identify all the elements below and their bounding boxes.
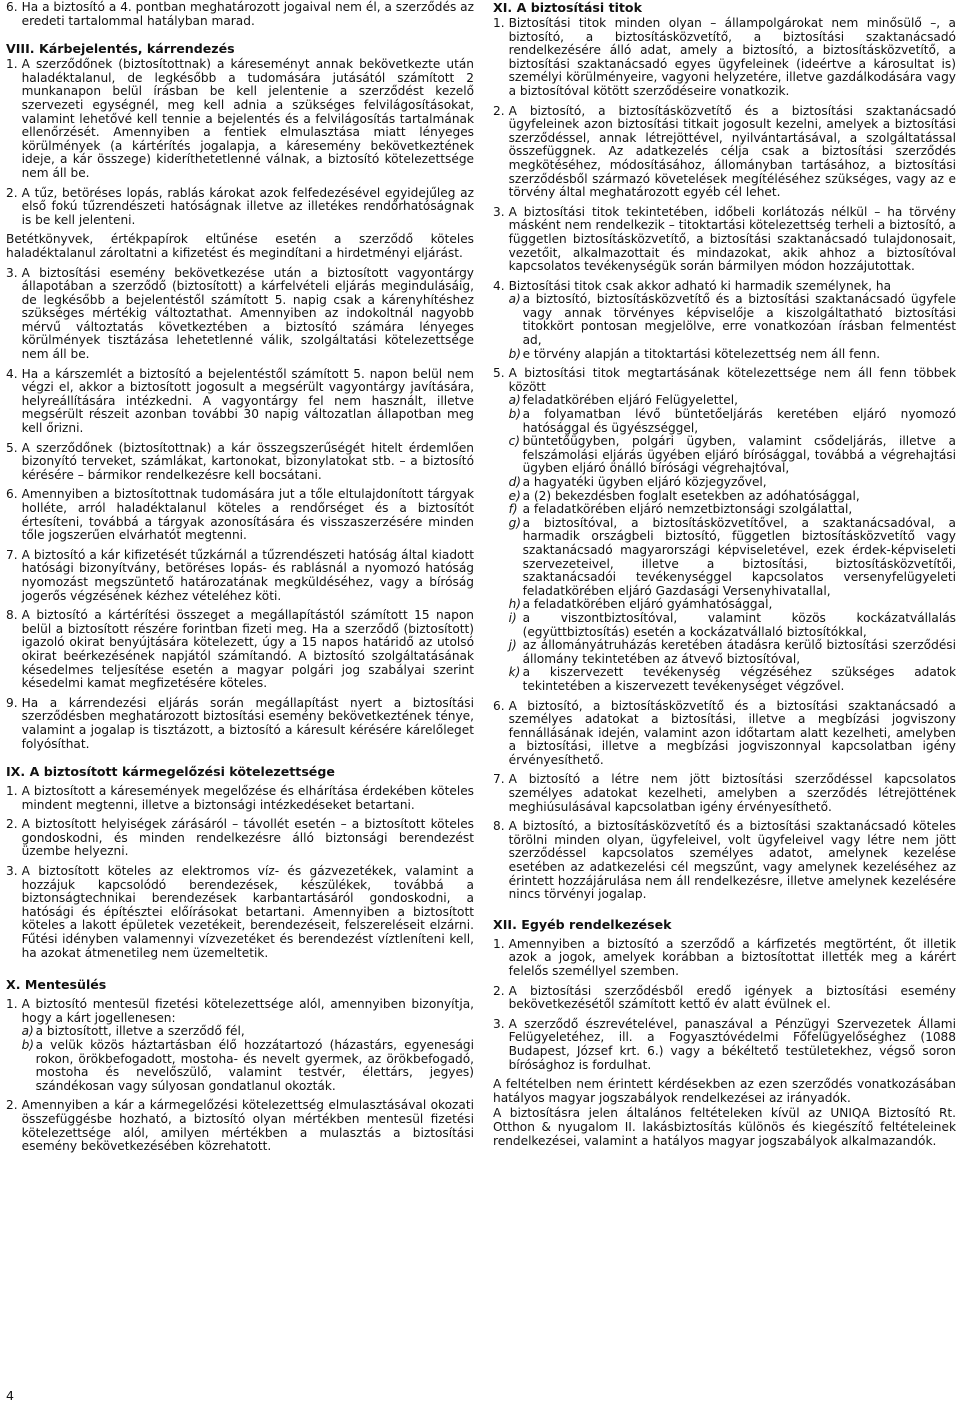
item-number: 3. — [6, 864, 18, 879]
item-text: A biztosító mentesül fizetési kötelezettsége alól, amennyiben bizonyítja, hogy a kárt jogellenesen: — [21, 997, 474, 1025]
item-number: 2. — [6, 185, 18, 200]
subitem-text: a hagyatéki ügyben eljáró közjegyzővel, — [522, 475, 767, 489]
item-number: 4. — [493, 278, 505, 293]
sec12-item-1 — [493, 938, 956, 979]
sec11-item-1 — [493, 17, 956, 99]
subitem-text: büntetőügyben, polgári ügyben, valamint csődeljárás, illetve a felszámolási eljárás ügyében eljáró bírósággal, továbbá a végrehajtási ügyben eljáró önálló bírósági végrehajtóval, — [522, 434, 956, 476]
subitem-b — [509, 348, 956, 362]
item-number: 2. — [493, 983, 505, 998]
item-text: A biztosító, a biztosításközvetítő és a biztosítási szaktanácsadó ügyfeleinek azon biztosítási titkait jogosult kezelni, amelyek a biztosítási szerződéssel, annak létrejöttével, nyilvántartásával, a szolgáltatással összefüggnek. Az adatkezelés célja csak a biztosítási szerződés megkötéséhez, módosításához, állományban tartásához, a biztosítási szerződésből származó követelések megítéléséhez szükséges, vagy az e törvény által meghatározott egyéb cél lehet. — [508, 103, 956, 200]
subitem-j — [509, 639, 956, 666]
item-text: Biztosítási titok csak akkor adható ki harmadik személynek, ha — [508, 278, 892, 293]
item-text: Ha a biztosító a 4. pontban meghatározott jogaival nem él, a szerződés az eredeti tartalommal hatályban marad. — [21, 0, 474, 28]
item-text: A biztosítási titok tekintetében, időbeli korlátozás nélkül – ha törvény másként nem rendelkezik – titoktartási kötelezettség terheli a biztosító, a független biztosításközvetítő, a biztosítási szaktanácsadó tulajdonosait, vezetőit, alkalmazottait és mindazokat, akik ahhoz a biztosítóval kapcsolatos tevékenységük során bármilyen módon hozzájutottak. — [508, 204, 956, 274]
sec8-item-9 — [6, 697, 474, 751]
section-heading-viii: VIII. Kárbejelentés, kárrendezés — [6, 41, 235, 57]
sec10-item-1 — [6, 998, 474, 1093]
subitem-text: a biztosító, biztosításközvetítő és a biztosítási szaktanácsadó ügyfele vagy annak törvényes képviselője a kiszolgáltatható biztosítási titokkört pontosan megjelölve, erre vonatkozóan írásban felmentést ad, — [522, 292, 956, 348]
subitem-letter: j) — [508, 638, 517, 653]
item-number: 2. — [6, 817, 18, 832]
subitem-c — [509, 435, 956, 476]
subitem-a — [22, 1025, 474, 1039]
subitem-letter: b) — [21, 1038, 35, 1052]
item-number: 6. — [6, 0, 18, 14]
item-number: 7. — [6, 547, 18, 562]
item-text: A biztosítási titok megtartásának kötelezettsége nem áll fenn többek között — [508, 366, 956, 394]
subitem-letter: a) — [21, 1024, 34, 1039]
item-number: 8. — [6, 608, 18, 623]
item-text: A biztosító, a biztosításközvetítő és a biztosítási szaktanácsadó köteles törölni minden olyan, ügyfeleivel, volt ügyfeleivel vagy létre nem jött szerződéssel kapcsolatos személyes adatot, amelynek kezelése esetében az adatkezelési cél megszűnt, vagy amelynek kezeléséhez az érintett hozzájárulása nem áll rendelkezésre, illetve amelynek kezelésére nincs törvényi jogalap. — [508, 819, 956, 902]
item-text: Ha a kárszemlét a biztosító a bejelentéstől számított 5. napon belül nem végzi el, akkor a biztosított jogosult a megsérült vagyontárgy javítására, helyreállítására intézkedni. A vagyontárgy fel nem használt, illetve megsérült részeit azonban további 30 napig változatlan állapotban meg kell őrizni. — [21, 366, 474, 436]
item-text: A tűz, betöréses lopás, rablás károkat azok felfedezésével egyidejűleg az első fokú tűzrendészeti hatóságnak illetve az illetékes rendőrhatóságnak is be kell jelenteni. — [21, 185, 474, 227]
sec8-item-5 — [6, 442, 474, 483]
item-number: 1. — [493, 936, 505, 951]
sec12-item-2 — [493, 985, 956, 1012]
item-number: 2. — [493, 103, 505, 118]
subitem-letter: h) — [508, 597, 522, 612]
right-column — [493, 0, 956, 1148]
sec8-paragraph-betetkonyvek: Betétkönyvek, értékpapírok eltűnése esetén a szerződő köteles haladéktalanul zároltatni a kifizetést és megindítani a hirdetményi eljárást. — [6, 232, 474, 260]
sec8-item-8 — [6, 609, 474, 691]
sec9-item-1 — [6, 785, 474, 812]
sec8-item-7 — [6, 549, 474, 603]
sec10-item-2 — [6, 1099, 474, 1153]
item-number: 8. — [493, 819, 505, 834]
subitem-letter: g) — [508, 515, 522, 530]
item-text: A biztosított a káresemények megelőzése és elhárítása érdekében köteles mindent megtenni, illetve a biztonsági intézkedéseket betartani. — [21, 784, 474, 812]
subitem-e — [509, 490, 956, 504]
left-column — [6, 0, 474, 1154]
item-text: A biztosító a kártérítési összeget a megállapítástól számított 15 napon belül a biztosított részére forintban fizeti meg. Ha a szerződő (biztosított) igazoló okirat benyújtására kötelezett, úgy a 15 napos határidő az utolsó okirat beérkezésének napjától számítandó. A biztosító szolgáltatásának késedelmes teljesítése esetén a magyar polgári jog szabályai szerint késedelmi kamat megfizetésére köteles. — [21, 608, 474, 691]
item-number: 3. — [6, 265, 18, 280]
subitem-text: a kiszervezett tevékenység végzéséhez szükséges adatok tekintetében a kiszervezett tevékenységet végzővel. — [522, 665, 956, 693]
subitem-a — [509, 394, 956, 408]
subitem-h — [509, 598, 956, 612]
subitem-a — [509, 293, 956, 347]
subitem-letter: b) — [508, 346, 522, 361]
subitem-text: az állományátruházás keretében átadásra kerülő biztosítási szerződési állomány tekintetében az átvevő biztosítóval, — [522, 638, 956, 666]
sec11-item-8 — [493, 820, 956, 902]
sec9-item-3 — [6, 865, 474, 960]
sec8-item-1 — [6, 58, 474, 180]
subitem-text: e törvény alapján a titoktartási kötelezettség nem áll fenn. — [522, 346, 881, 361]
item-number: 5. — [493, 366, 505, 381]
item-text: A biztosított köteles az elektromos víz- és gázvezetékek, valamint a hozzájuk kapcsolódó berendezések, készülékek, továbbá a biztonságtechnikai berendezések karbantartásáról gondoskodni, a hatósági és építésztei előírásokat betartani. Amennyiben a biztosított köteles a lakott épületek vezetékeit, berendezéseit, felszereléseit elzárni. Fűtési idényben valamennyi vízvezetéket és berendezést víztleníteni kell, ha azokat átmenetileg nem üzemeltetik. — [21, 864, 474, 960]
subitem-text: a viszontbiztosítóval, valamint közös kockázatvállalás (együttbiztosítás) esetén a kockázatvállaló biztosítókkal, — [522, 610, 956, 639]
subitem-letter: f) — [508, 502, 518, 517]
subitem-b — [22, 1039, 474, 1093]
item-number: 1. — [6, 784, 18, 799]
item-text: Amennyiben a biztosítottnak tudomására jut a tőle eltulajdonított tárgyak holléte, arról haladéktalanul köteles a rendőrséget és a biztosítót értesíteni, továbbá a tárgyak azonosítására és visszaszerzésére minden tőle jogszerűen elvárhatót megtenni. — [21, 487, 474, 543]
item-text: A szerződőnek (biztosítottnak) a káreseményt annak bekövetkezte után haladéktalanul, de legkésőbb a tudomására jutásától számított 2 munkanapon belül írásban be kell jelentenie a szerződést kezelő szervezeti egységnél, meg kell adnia a szükséges felvilágosításokat, valamint lehetővé kell tennie a bejelentés és a felvilágosítás tartalmának ellenőrzését. Amennyiben a fentiek elmulasztása miatt lényeges körülmények (a kártérítés jogalapja, a káresemény bekövetkeztének ideje, a kár összege) kideríthetetlenné válnak, a biztosító kötelezettsége nem áll be. — [21, 57, 474, 180]
subitem-letter: b) — [508, 407, 522, 422]
subitem-letter: d) — [508, 475, 522, 489]
subitem-letter: e) — [508, 488, 521, 503]
closing-paragraph-1: A feltételben nem érintett kérdésekben az ezen szerződés vonatkozásában hatályos magyar jogszabályok rendelkezései az irányadók. — [493, 1077, 956, 1105]
subitem-text: a (2) bekezdésben foglalt esetekben az adóhatósággal, — [522, 488, 860, 503]
subitem-g — [509, 517, 956, 599]
sec8-item-4 — [6, 368, 474, 436]
item-number: 2. — [6, 1098, 18, 1113]
item-number: 1. — [493, 16, 505, 30]
subitem-letter: i) — [508, 610, 517, 625]
item-text: A biztosítási szerződésből eredő igények a biztosítási esemény bekövetkezésétől számított kettő év alatt évülnek el. — [508, 983, 956, 1012]
sec11-item-6 — [493, 700, 956, 768]
item-text: Amennyiben a kár a kármegelőzési kötelezettség elmulasztásával okozati összefüggésbe hozható, a biztosító olyan mértékben mentesül fizetési kötelezettsége alól, amilyen mértékben a mulasztás a biztosítási esemény bekövetkezésében közrehatott. — [21, 1098, 474, 1154]
subitem-text: a feladatkörében eljáró gyámhatósággal, — [522, 597, 773, 612]
item-number: 9. — [6, 695, 18, 710]
item-text: A szerződő észrevételével, panaszával a Pénzügyi Szervezetek Állami Felügyeletéhez, ill. a Fogyasztóvédelmi Főfelügyelőséghez (1088 Budapest, József krt. 6.) vagy a békéltető testületekhez, végső soron bírósághoz is fordulhat. — [508, 1016, 956, 1072]
sec7-item-6 — [6, 1, 474, 28]
item-text: A biztosított helyiségek zárásáról – távollét esetén – a biztosított köteles gondoskodni, és minden rendelkezésre álló biztonsági berendezést üzembe helyezni. — [21, 817, 474, 859]
subitem-letter: c) — [508, 434, 521, 449]
sec11-item-2 — [493, 105, 956, 200]
item-text: Amennyiben a biztosító a szerződő a kárfizetés megtörtént, őt illetik azok a jogok, amelyek korábban a biztosítottat illették meg a kárért felelős személlyel szemben. — [508, 936, 956, 978]
item-number: 1. — [6, 57, 18, 72]
item-number: 1. — [6, 997, 18, 1012]
item-text: A biztosító a kár kifizetését tűzkárnál a tűzrendészeti hatóság által kiadott hatósági bizonyítvány, betöréses lopás- és rablásnál a nyomozó hatóság nyomozást megszüntető határozatának megküldéséhez, vagy a bíróság jogerős végzésének kézhez vételéhez köti. — [21, 547, 474, 603]
subitem-letter: a) — [508, 292, 521, 307]
item-text: A szerződőnek (biztosítottnak) a kár összegszerűségét hitelt érdemlően bizonyító terveket, számlákat, kartonokat, bizonylatokat stb. – a biztosító kérésére – bármikor rendelkezésre kell bocsátani. — [21, 440, 474, 482]
subitem-text: a velük közös háztartásban élő hozzátartozó (házastárs, egyenesági rokon, örökbefogadott, mostoha- és nevelt gyermek, az örökbefogadó, mostoha és nevelőszülő, valamint testvér, élettárs, jegyes) szándékosan vagy súlyosan gondatlanul okozták. — [35, 1038, 474, 1093]
item-number: 5. — [6, 440, 18, 455]
page-number: 4 — [6, 1388, 14, 1403]
sec11-item-3 — [493, 206, 956, 274]
item-text: Ha a kárrendezési eljárás során megállapítást nyert a biztosítási szerződésben meghatározott biztosítási esemény bekövetkeztének ténye, valamint a jogalap is tisztázott, a biztosító a káresult kérésére kárelőleget folyósíthat. — [21, 695, 474, 751]
item-text: Biztosítási titok minden olyan – állampolgárokat nem minősülő –, a biztosító, a biztosításközvetítő, a biztosítási szaktanácsadó rendelkezésére álló adat, amely a biztosító, a biztosításközvetítő, a biztosítási szaktanácsadó egyes ügyfeleinek (ideértve a károsultat is) személyi körülményeire, vagyoni helyzetére, illetve gazdálkodására vagy a biztosítóval kötött szerződéseire vonatkozik. — [508, 16, 956, 98]
subitem-text: a biztosítóval, a biztosításközvetítővel, a szaktanácsadóval, a harmadik országbeli biztosító, független biztosításközvetítő vagy szaktanácsadó magyarországi képviseletével, ezek érdek-képviseleti szervezeteivel, illetve a biztosítási, biztosításközvetítői, szaktanácsadói tevékenységgel kapcsolatos versenyfelügyeleti feladatkörében eljáró Gazdasági Versenyhivatallal, — [522, 515, 956, 598]
closing-paragraph-2: A biztosításra jelen általános feltételeken kívül az UNIQA Biztosító Rt. Otthon & nyugalom II. lakásbiztosítás különös és kiegészítő feltételeinek rendelkezései, valamint a hatályos magyar jogszabályok alkalmazandók. — [493, 1106, 956, 1148]
item-text: A biztosító, a biztosításközvetítő és a biztosítási szaktanácsadó a személyes adatokat a biztosítási, illetve a megbízási jogviszony fennállásának idején, valamint azon időtartam alatt kezelheti, amelyben a biztosítási, illetve a megbízási jogviszonnyal kapcsolatban igény érvényesíthető. — [508, 698, 956, 767]
sec9-item-2 — [6, 818, 474, 859]
subitem-letter: k) — [508, 665, 521, 680]
section-heading-ix: IX. A biztosított kármegelőzési kötelezettsége — [6, 764, 335, 780]
section-heading-xii: XII. Egyéb rendelkezések — [493, 916, 672, 932]
sec8-item-2 — [6, 187, 474, 228]
sec12-item-3 — [493, 1018, 956, 1072]
item-number: 3. — [493, 1016, 505, 1031]
subitem-k — [509, 666, 956, 693]
item-text: A biztosítási esemény bekövetkezése után a biztosított vagyontárgy állapotában a szerződő (biztosított) a kárfelvételi eljárás megindulásáig, de legkésőbb a bejelentéstől számított 5. napig csak a kárenyhítéshez szükséges mértékig változtathat. Amennyiben az indokoltnál nagyobb mérvű változtatás következtében a biztosító számára lényeges körülmények tisztázása lehetetlenné válik, szolgáltatási kötelezettsége nem áll be. — [21, 265, 474, 362]
item-number: 6. — [493, 698, 505, 713]
sec11-item-5 — [493, 367, 956, 693]
subitem-text: a biztosított, illetve a szerződő fél, — [35, 1024, 245, 1039]
subitem-f — [509, 503, 956, 517]
subitem-i — [509, 612, 956, 639]
item-number: 3. — [493, 204, 505, 219]
sec11-item-7 — [493, 773, 956, 814]
item-number: 6. — [6, 487, 18, 502]
sec8-item-3 — [6, 267, 474, 362]
section-heading-x: X. Mentesülés — [6, 977, 107, 993]
sec11-item-4 — [493, 280, 956, 362]
section-heading-xi: XI. A biztosítási titok — [493, 0, 642, 15]
subitem-b — [509, 408, 956, 435]
item-text: A biztosító a létre nem jött biztosítási szerződéssel kapcsolatos személyes adatokat kezelheti, amelyben a szerződés létrejöttének meghiúsulásával kapcsolatban igény érvényesíthető. — [508, 772, 956, 814]
subitem-text: a folyamatban lévő büntetőeljárás keretében eljáró nyomozó hatósággal és ügyészséggel, — [522, 407, 956, 435]
subitem-text: a feladatkörében eljáró nemzetbiztonsági szolgálattal, — [522, 502, 853, 517]
item-number: 4. — [6, 366, 18, 381]
sec8-item-6 — [6, 488, 474, 542]
subitem-d — [509, 476, 956, 490]
subitem-text: feladatkörében eljáró Felügyelettel, — [522, 393, 738, 408]
subitem-letter: a) — [508, 393, 521, 408]
item-number: 7. — [493, 772, 505, 787]
